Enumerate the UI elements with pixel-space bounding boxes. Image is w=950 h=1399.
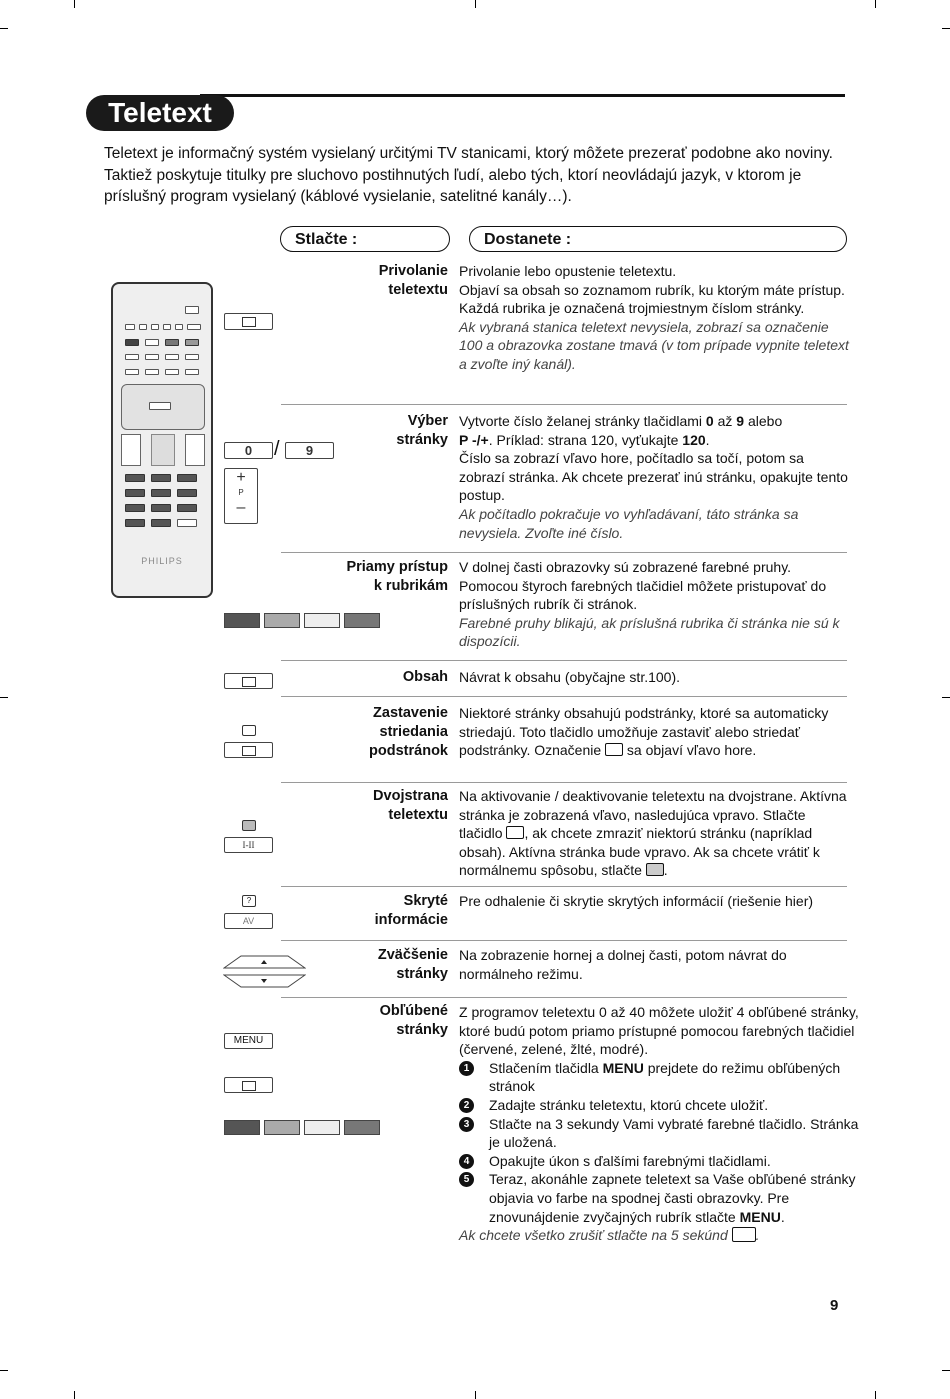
page-number: 9 xyxy=(830,1297,839,1314)
remote-control xyxy=(111,282,213,598)
remote-key xyxy=(151,324,159,330)
red-button[interactable] xyxy=(224,1120,260,1135)
ok-key xyxy=(149,402,171,410)
text: sa objaví vľavo hore. xyxy=(623,742,757,759)
row-separator xyxy=(281,660,847,661)
dual-page-button[interactable]: I-II xyxy=(224,837,273,853)
remote-key xyxy=(145,354,159,360)
digit-key xyxy=(151,519,171,527)
step-number: 3 xyxy=(459,1117,474,1132)
desc-privolanie xyxy=(459,262,849,374)
desc-obsah: Návrat k obsahu (obyčajne str.100). xyxy=(459,669,681,685)
text: . xyxy=(705,431,710,448)
crop-mark xyxy=(0,28,8,29)
step-item xyxy=(459,1096,859,1115)
subpage-icon xyxy=(242,746,256,756)
label-zvacsenie xyxy=(284,946,448,984)
volume-key xyxy=(121,434,141,466)
desc-text: Číslo sa zobrazí vľavo hore, počítadlo sa točí, potom sa zobrazí stránka. Ak chcete prezerať inú stránku, opakujte tento postup. xyxy=(459,450,848,504)
text: Ak chcete všetko zrušiť stlačte na 5 sekúnd xyxy=(459,1227,732,1244)
text: . Príklad: strana 120, vyťukajte xyxy=(488,431,683,448)
desc-note: Ak vybraná stanica teletext nevysiela, zobrazí sa označenie 100 a obrazovka zostane tmavá (v tom prípade vypnite teletext a zvoľte iný kanál). xyxy=(459,318,849,372)
index-symbol-icon xyxy=(732,1227,756,1242)
slash: / xyxy=(274,438,280,460)
desc-text: Privolanie lebo opustenie teletextu. xyxy=(459,263,677,279)
remote-key xyxy=(165,369,179,375)
label-privolanie xyxy=(284,262,448,300)
text: MENU xyxy=(739,1208,781,1225)
blue-button[interactable] xyxy=(344,613,380,628)
desc-text xyxy=(459,412,849,431)
text: 0 xyxy=(705,413,714,429)
label-line: informácie xyxy=(374,912,448,928)
text: Vytvorte číslo želanej stránky tlačidlami xyxy=(459,413,706,429)
desc-priamy xyxy=(459,558,849,651)
digit-key xyxy=(177,474,197,482)
text: . xyxy=(780,1208,785,1225)
label-line: Obľúbené xyxy=(379,1003,448,1019)
text: Na aktivovanie / deaktivovanie teletextu na dvojstrane. Aktívna stránka je zobrazená vľavo, nasledujúca vpravo. Stlačte tlačidlo xyxy=(459,788,847,842)
label-line: stránky xyxy=(396,1022,448,1038)
remote-key xyxy=(125,354,139,360)
text: Stlačte na 3 sekundy Vami vybraté farebné tlačidlo. Stránka je uložená. xyxy=(489,1115,859,1151)
desc-dvojstrana xyxy=(459,787,849,880)
power-key xyxy=(185,306,199,314)
digit-9-button[interactable]: 9 xyxy=(285,442,334,459)
label-line: Výber xyxy=(407,413,448,429)
index-icon xyxy=(242,677,256,687)
step-item xyxy=(459,1115,859,1152)
desc-oblubene xyxy=(459,1003,859,1245)
desc-vyber xyxy=(459,412,849,542)
label-oblubene xyxy=(284,1002,448,1040)
step-number: 5 xyxy=(459,1172,474,1187)
label-priamy xyxy=(284,558,448,596)
row-separator xyxy=(281,997,847,998)
text: až xyxy=(713,413,737,429)
label-line: Privolanie xyxy=(378,263,448,279)
desc-note xyxy=(459,1226,859,1245)
row-separator xyxy=(281,696,847,697)
reveal-av-button[interactable]: AV xyxy=(224,913,273,929)
digit-key xyxy=(151,504,171,512)
desc-text: Objaví sa obsah so zoznamom rubrík, ku ktorým máte prístup. Každá rubrika je označená trojmiestnym číslom stránky. xyxy=(459,281,845,317)
step-number: 1 xyxy=(459,1061,474,1076)
p-label: P xyxy=(238,488,244,497)
step-item xyxy=(459,1152,859,1171)
desc-note: Farebné pruhy blikajú, ak príslušná rubrika či stránka nie sú k dispozícii. xyxy=(459,614,840,650)
page-title: Teletext xyxy=(86,95,234,131)
teletext-button[interactable] xyxy=(224,313,273,330)
crop-mark xyxy=(875,0,876,8)
hold-symbol-icon xyxy=(605,743,623,756)
text: MENU xyxy=(602,1059,644,1076)
row-separator xyxy=(281,940,847,941)
digit-key xyxy=(151,474,171,482)
label-line: podstránok xyxy=(369,743,448,759)
label-skryte xyxy=(284,892,448,930)
crop-mark xyxy=(0,1370,8,1371)
label-dvojstrana xyxy=(284,787,448,825)
program-plus-minus-button[interactable] xyxy=(224,468,258,524)
header-get: Dostanete : xyxy=(469,226,847,252)
plus-icon: + xyxy=(236,469,246,486)
yellow-button[interactable] xyxy=(304,613,340,628)
title-rule xyxy=(200,94,845,97)
desc-text: Z programov teletextu 0 až 40 môžete uložiť 4 obľúbené stránky, ktoré budú potom priamo prístupné pomocou farebných tlačidiel (červené, zelené, žlté, modré). xyxy=(459,1004,859,1058)
row-separator xyxy=(281,886,847,887)
text: . xyxy=(663,862,668,879)
step-number: 2 xyxy=(459,1098,474,1113)
reveal-icon: ? xyxy=(242,895,256,907)
desc-skryte: Pre odhalenie či skrytie skrytých informácií (riešenie hier) xyxy=(459,893,814,909)
text: Zadajte stránku teletextu, ktorú chcete uložiť. xyxy=(489,1096,769,1113)
crop-mark xyxy=(475,0,476,8)
remote-key xyxy=(175,324,183,330)
index-button-favourites[interactable] xyxy=(224,1077,273,1093)
remote-center-key xyxy=(151,434,175,466)
crop-mark xyxy=(942,1370,950,1371)
crop-mark xyxy=(74,1391,75,1399)
crop-mark xyxy=(475,1391,476,1399)
hold-icon xyxy=(242,725,256,736)
remote-brand: PHILIPS xyxy=(141,556,183,566)
remote-key xyxy=(165,354,179,360)
label-line: striedania xyxy=(379,724,448,740)
yellow-key xyxy=(165,339,179,346)
text: , ak chcete zmraziť niektorú stránku (napríklad obsah). Aktívna stránka bude vpravo. Ak sa chcete vrátiť k normálnemu spôsobu, stlačte xyxy=(459,825,820,879)
remote-key xyxy=(139,324,147,330)
intro-paragraph: Teletext je informačný systém vysielaný určitými TV stanicami, ktorý môžete prezerať podobne ako noviny. Taktiež poskytuje titulky pre sluchovo postihnutých ľudí, alebo tých, ktorí neovládajú jazyk, v ktorom je príslušný program vysielaný (káblové vysielanie, satelitné kanály…). xyxy=(104,145,833,205)
minus-icon: – xyxy=(236,499,246,516)
label-line: stránky xyxy=(396,432,448,448)
digit-key xyxy=(177,519,197,527)
crop-mark xyxy=(875,1391,876,1399)
menu-button[interactable]: MENU xyxy=(224,1033,273,1049)
label-vyber xyxy=(284,412,448,450)
teletext-icon xyxy=(242,317,256,327)
desc-text xyxy=(459,787,849,880)
desc-note: Ak počítadlo pokračuje vo vyhľadávaní, táto stránka sa nevysiela. Zvoľte iné číslo. xyxy=(459,505,799,541)
freeze-icon xyxy=(506,826,524,839)
desc-zvacsenie: Na zobrazenie hornej a dolnej časti, potom návrat do normálneho režimu. xyxy=(459,947,787,982)
row-separator xyxy=(281,552,847,553)
label-line: teletextu xyxy=(388,282,448,298)
remote-key xyxy=(125,369,139,375)
text: alebo xyxy=(744,413,783,429)
text: . xyxy=(755,1227,760,1244)
row-separator xyxy=(281,404,847,405)
digit-key xyxy=(177,489,197,497)
header-press: Stlačte : xyxy=(280,226,450,252)
label-line: Zastavenie xyxy=(373,705,448,721)
blue-key xyxy=(185,339,199,346)
subpage-hold-button[interactable] xyxy=(224,742,273,758)
digit-0-button[interactable]: 0 xyxy=(224,442,273,459)
desc-text xyxy=(459,431,849,450)
text: 9 xyxy=(736,413,745,429)
digit-key xyxy=(177,504,197,512)
green-button[interactable] xyxy=(264,613,300,628)
remote-key xyxy=(185,369,199,375)
label-line: Dvojstrana xyxy=(373,788,448,804)
step-item xyxy=(459,1170,859,1226)
green-key xyxy=(145,339,159,346)
label-line: Priamy prístup xyxy=(346,559,448,575)
text: P -/+ xyxy=(459,431,489,448)
label-obsah: Obsah xyxy=(402,669,448,685)
crop-mark xyxy=(942,28,950,29)
desc-text xyxy=(459,704,849,760)
step-number: 4 xyxy=(459,1154,474,1169)
label-line: teletextu xyxy=(388,807,448,823)
label-line: Skryté xyxy=(403,893,448,909)
digit-key xyxy=(125,504,145,512)
crop-mark xyxy=(74,0,75,8)
digit-key xyxy=(151,489,171,497)
index-button[interactable] xyxy=(224,673,273,689)
text: prejdete do režimu obľúbených stránok xyxy=(489,1059,841,1095)
crop-mark xyxy=(942,697,950,698)
program-key xyxy=(185,434,205,466)
dual-page-icon xyxy=(242,820,256,831)
desc-zastavenie xyxy=(459,704,849,760)
remote-key xyxy=(163,324,171,330)
digit-key xyxy=(125,519,145,527)
step-item xyxy=(459,1059,859,1096)
digit-key xyxy=(125,474,145,482)
label-line: Zväčšenie xyxy=(377,947,448,963)
text: Niektoré stránky obsahujú podstránky, ktoré sa automaticky striedajú. Toto tlačidlo umožňuje zastaviť alebo striedať podstránky. Označenie xyxy=(459,705,829,759)
red-button[interactable] xyxy=(224,613,260,628)
red-key xyxy=(125,339,139,346)
text: Stlačením tlačidla xyxy=(489,1059,603,1076)
index-icon xyxy=(242,1081,256,1091)
yellow-button[interactable] xyxy=(304,1120,340,1135)
desc-text: V dolnej časti obrazovky sú zobrazené farebné pruhy. Pomocou štyroch farebných tlačidiel môžete pristupovať do príslušných rubrík či stránok. xyxy=(459,559,827,613)
text: Opakujte úkon s ďalšími farebnými tlačidlami. xyxy=(489,1152,771,1169)
label-line: k rubrikám xyxy=(373,578,448,594)
text: Teraz, akonáhle zapnete teletext sa Vaše obľúbené stránky objavia vo farbe na spodnej časti obrazovky. Pre znovunájdenie zvyčajných rubrík stlačte xyxy=(489,1171,856,1225)
remote-key xyxy=(187,324,201,330)
row-separator xyxy=(281,782,847,783)
green-button[interactable] xyxy=(264,1120,300,1135)
remote-key xyxy=(125,324,135,330)
remote-key xyxy=(185,354,199,360)
label-line: stránky xyxy=(396,966,448,982)
digit-key xyxy=(125,489,145,497)
blue-button[interactable] xyxy=(344,1120,380,1135)
dual-screen-icon xyxy=(646,863,664,876)
crop-mark xyxy=(0,697,8,698)
label-zastavenie xyxy=(284,704,448,761)
steps-list xyxy=(459,1059,859,1226)
text: 120 xyxy=(682,431,706,448)
remote-key xyxy=(145,369,159,375)
